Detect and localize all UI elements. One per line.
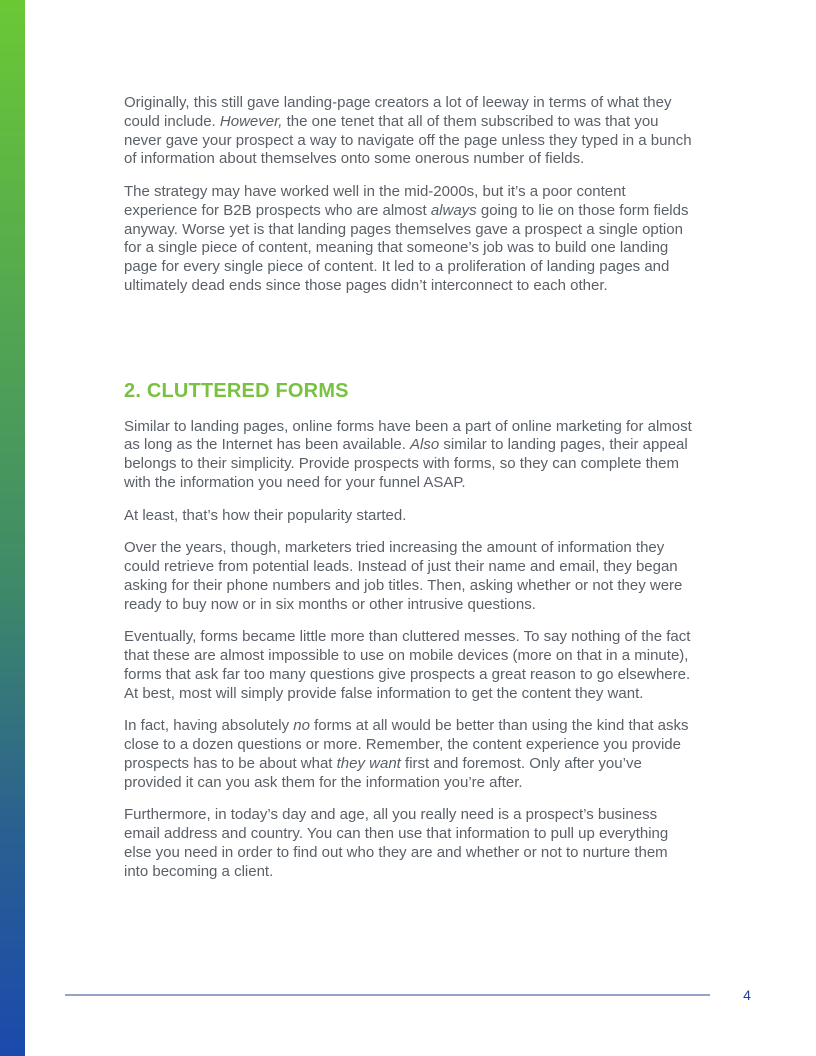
body-paragraph: Originally, this still gave landing-page creators a lot of leeway in terms of what they could include. However, the one tenet that all of them subscribed to was that you never gave your prospect a way to navigate off the page unless they typed in a bunch of information about themselves onto some onerous number of fields. (124, 94, 692, 168)
body-paragraph: At least, that’s how their popularity started. (124, 506, 407, 524)
body-paragraph: Similar to landing pages, online forms have been a part of online marketing for almost as long as the Internet has been available. Also similar to landing pages, their appeal belongs to their simplicity. Provide prospects with forms, so they can complete them with the information you need for your funnel ASAP. (124, 417, 692, 491)
accent-gradient-bar (0, 0, 25, 1056)
body-paragraph: The strategy may have worked well in the mid-2000s, but it’s a poor content experience for B2B prospects who are almost always going to lie on those form fields anyway. Worse yet is that landing pages themselves gave a prospect a single option for a single piece of content, meaning that someone’s job was to build one landing page for every single piece of content. It led to a proliferation of landing pages and ultimately dead ends since those pages didn’t interconnect to each other. (124, 183, 689, 294)
body-paragraph: In fact, having absolutely no forms at all would be better than using the kind that asks close to a dozen questions or more. Remember, the content experience you provide prospects has to be about what they want first and foremost. Only after you’ve provided it can you ask them for the information you’re after. (124, 717, 689, 791)
body-paragraph: Over the years, though, marketers tried increasing the amount of information they could retrieve from potential leads. Instead of just their name and email, they began asking for their phone numbers and job titles. Then, asking whether or not they were ready to buy now or in six months or other intrusive questions. (124, 539, 683, 613)
section-heading: 2. CLUTTERED FORMS (124, 379, 349, 402)
footer-divider (65, 994, 710, 996)
body-paragraph: Furthermore, in today’s day and age, all you really need is a prospect’s business email address and country. You can then use that information to pull up everything else you need in order to find out who they are and whether or not to nurture them into becoming a client. (124, 806, 669, 880)
body-paragraph: Eventually, forms became little more than cluttered messes. To say nothing of the fact that these are almost impossible to use on mobile devices (more on that in a minute), forms that ask far too many questions give prospects a great reason to go elsewhere. At best, most will simply provide false information to get the content they want. (124, 628, 691, 702)
page-number: 4 (743, 987, 751, 1003)
page-content (124, 94, 692, 895)
